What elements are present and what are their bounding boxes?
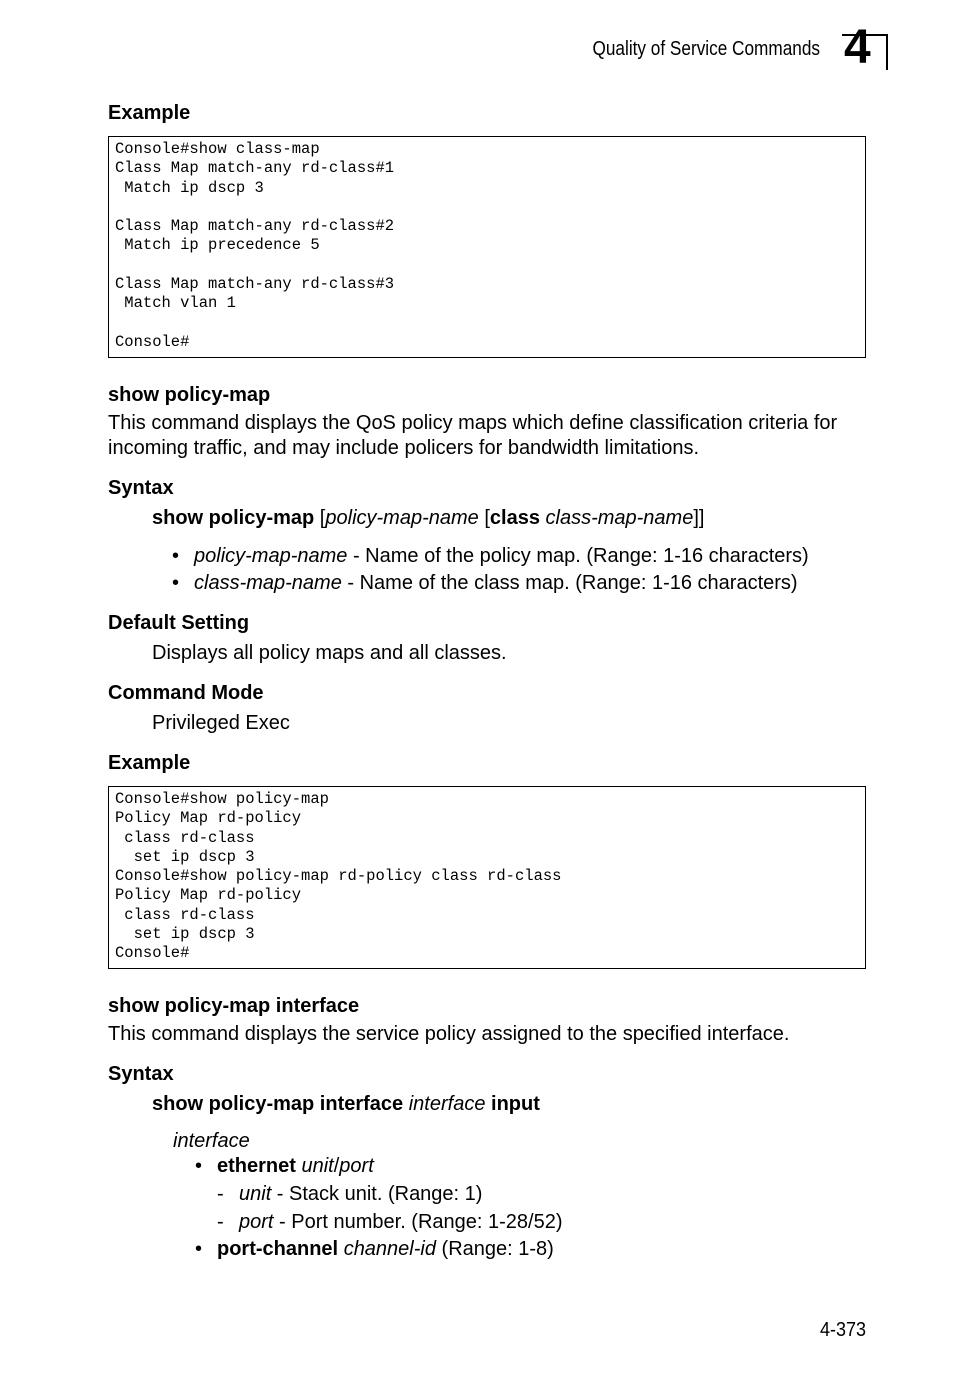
syntax-command: show policy-map interface <box>152 1093 404 1115</box>
syntax-arg: class-map-name <box>545 507 694 529</box>
syntax-line <box>152 507 704 530</box>
param-desc: - Stack unit. (Range: 1) <box>271 1183 483 1205</box>
param-name: port <box>239 1211 274 1233</box>
param-name: policy-map-name <box>194 545 348 567</box>
param-separator: / <box>333 1155 340 1177</box>
command-title: show policy-map <box>108 384 271 406</box>
bullet-icon: • <box>172 545 180 567</box>
syntax-bracket: [ <box>478 507 490 529</box>
syntax-arg: policy-map-name <box>325 507 479 529</box>
syntax-heading: Syntax <box>108 1063 174 1085</box>
bullet-icon: • <box>195 1238 203 1260</box>
default-setting-heading: Default Setting <box>108 612 250 634</box>
command-title: show policy-map interface <box>108 995 360 1017</box>
syntax-arg: interface <box>408 1093 486 1115</box>
param-desc: - Name of the class map. (Range: 1-16 characters) <box>341 572 798 594</box>
command-mode-heading: Command Mode <box>108 682 264 704</box>
param-keyword: port-channel <box>217 1238 339 1260</box>
command-description-cont: incoming traffic, and may include policers for bandwidth limitations. <box>108 437 700 459</box>
param-name: class-map-name <box>194 572 342 594</box>
param-name-text: interface <box>173 1130 250 1152</box>
param-keyword: ethernet <box>217 1155 296 1177</box>
running-header-title: Quality of Service Commands <box>592 38 820 60</box>
syntax-keyword: input <box>491 1093 540 1115</box>
syntax-command: show policy-map <box>152 507 315 529</box>
syntax-keyword: class <box>489 507 540 529</box>
syntax-heading: Syntax <box>108 477 174 499</box>
code-block-class-map: Console#show class-map Class Map match-any rd-class#1 Match ip dscp 3 Class Map match-any rd-class#2 Match ip precedence 5 Class Map match-any rd-class#3 Match vlan 1 Console# <box>108 136 866 358</box>
param-name <box>173 1130 250 1153</box>
default-setting-text: Displays all policy maps and all classes. <box>152 642 507 664</box>
bullet-icon: • <box>172 572 180 594</box>
param-arg: channel-id <box>343 1238 436 1260</box>
param-desc: (Range: 1-8) <box>435 1238 554 1260</box>
param-desc: - Port number. (Range: 1-28/52) <box>273 1211 563 1233</box>
code-block-policy-map: Console#show policy-map Policy Map rd-policy class rd-class set ip dscp 3 Console#show policy-map rd-policy class rd-class Policy Map rd-policy class rd-class set ip dscp 3 Console# <box>108 786 866 969</box>
command-description: This command displays the QoS policy maps which define classification criteria for <box>108 412 838 434</box>
param-name: unit <box>239 1183 272 1205</box>
param-arg: port <box>339 1155 374 1177</box>
syntax-line <box>152 1093 540 1116</box>
bullet-icon: • <box>195 1155 203 1177</box>
example-heading: Example <box>108 752 191 774</box>
syntax-bracket: [ <box>314 507 326 529</box>
command-mode-text: Privileged Exec <box>152 712 290 734</box>
chapter-number: 4 <box>844 21 871 74</box>
page-number: 4-373 <box>820 1319 867 1341</box>
param-arg: unit <box>301 1155 334 1177</box>
dash-icon: - <box>217 1211 224 1233</box>
syntax-bracket: ]] <box>693 507 705 529</box>
example-heading: Example <box>108 102 191 124</box>
param-desc: - Name of the policy map. (Range: 1-16 characters) <box>347 545 809 567</box>
command-description: This command displays the service policy assigned to the specified interface. <box>108 1023 790 1045</box>
dash-icon: - <box>217 1183 224 1205</box>
